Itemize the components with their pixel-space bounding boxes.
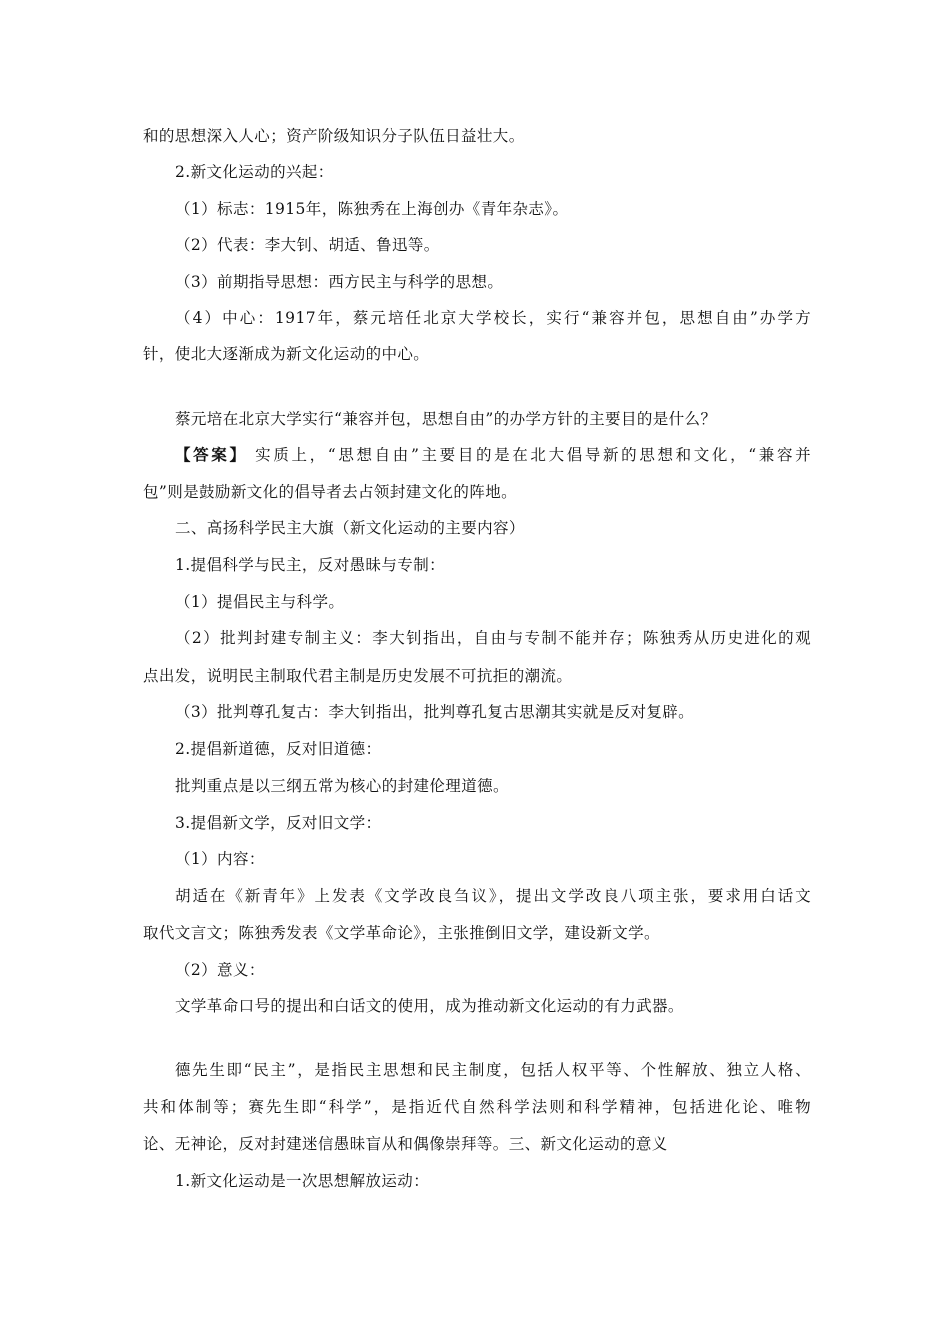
list-item: （3）批判尊孔复古：李大钊指出，批判尊孔复古思潮其实就是反对复辟。 — [175, 703, 695, 721]
note-line: 论、无神论，反对封建迷信愚昧盲从和偶像崇拜等。三、新文化运动的意义 — [143, 1135, 668, 1153]
subsection-heading: 1.新文化运动是一次思想解放运动： — [175, 1172, 430, 1190]
answer-label: 【答案】 — [175, 445, 248, 464]
paragraph-line: 取代文言文；陈独秀发表《文学革命论》，主张推倒旧文学，建设新文学。 — [143, 924, 660, 942]
answer-text-continued: 包”则是鼓励新文化的倡导者去占领封建文化的阵地。 — [143, 483, 518, 501]
list-item: （2）代表：李大钊、胡适、鲁迅等。 — [175, 236, 440, 254]
question-text: 蔡元培在北京大学实行“兼容并包，思想自由”的办学方针的主要目的是什么？ — [175, 410, 717, 428]
list-item: （1）内容： — [175, 850, 265, 868]
list-item: （2）批判封建专制主义：李大钊指出，自由与专制不能并存；陈独秀从历史进化的观 — [175, 629, 811, 647]
list-item: （3）前期指导思想：西方民主与科学的思想。 — [175, 273, 504, 291]
paragraph-line: 文学革命口号的提出和白话文的使用，成为推动新文化运动的有力武器。 — [175, 997, 684, 1015]
paragraph-line: 点出发，说明民主制取代君主制是历史发展不可抗拒的潮流。 — [143, 667, 573, 685]
list-item: （2）意义： — [175, 961, 265, 979]
paragraph-line: 针，使北大逐渐成为新文化运动的中心。 — [143, 345, 430, 363]
paragraph-line: 批判重点是以三纲五常为核心的封建伦理道德。 — [175, 777, 509, 795]
section-heading: 二、高扬科学民主大旗（新文化运动的主要内容） — [175, 519, 525, 537]
note-line: 德先生即“民主”，是指民主思想和民主制度，包括人权平等、个性解放、独立人格、 — [175, 1061, 811, 1079]
answer-line — [175, 445, 811, 465]
subsection-heading: 2.提倡新道德，反对旧道德： — [175, 740, 382, 758]
note-line: 共和体制等；赛先生即“科学”，是指近代自然科学法则和科学精神，包括进化论、唯物 — [143, 1098, 811, 1116]
list-item: （4）中心：1917年，蔡元培任北京大学校长，实行“兼容并包，思想自由”办学方 — [175, 309, 811, 327]
subsection-heading: 1.提倡科学与民主，反对愚昧与专制： — [175, 556, 445, 574]
list-item: （1）提倡民主与科学。 — [175, 593, 345, 611]
answer-text: 实质上，“思想自由”主要目的是在北大倡导新的思想和文化，“兼容并 — [247, 446, 811, 464]
section-heading: 2.新文化运动的兴起： — [175, 163, 334, 181]
list-item: （1）标志：1915年，陈独秀在上海创办《青年杂志》。 — [175, 200, 569, 218]
paragraph-line: 胡适在《新青年》上发表《文学改良刍议》，提出文学改良八项主张，要求用白话文 — [175, 887, 811, 905]
subsection-heading: 3.提倡新文学，反对旧文学： — [175, 814, 382, 832]
paragraph-line: 和的思想深入人心；资产阶级知识分子队伍日益壮大。 — [143, 127, 525, 145]
